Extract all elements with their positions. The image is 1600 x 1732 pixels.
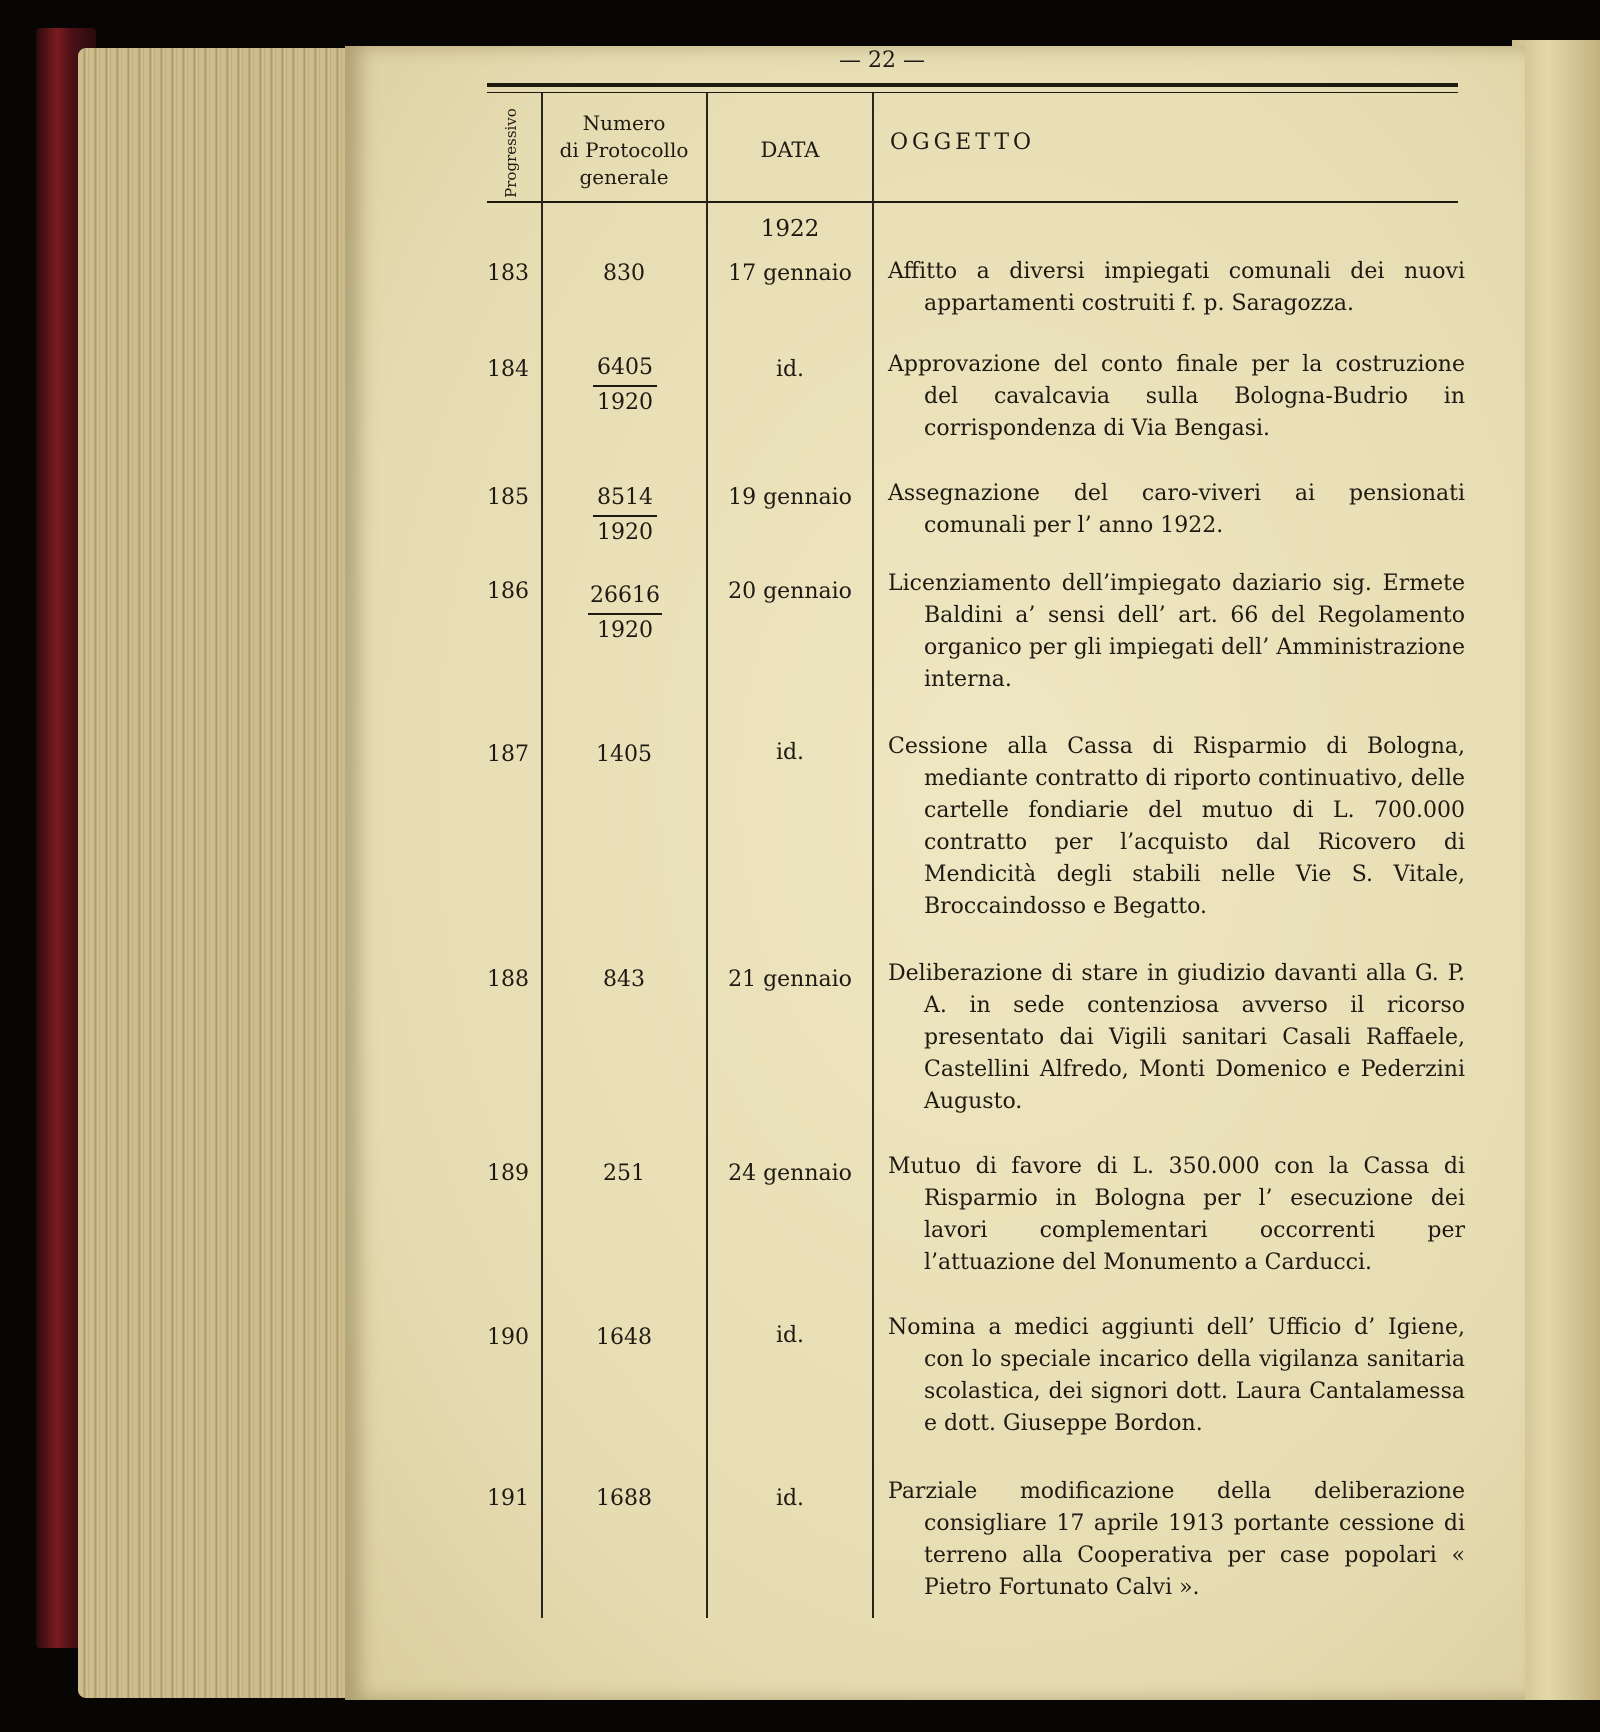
row-oggetto: Affitto a diversi impiegati comunali dei nuovi appartamenti costruiti f. p. Saragozza. bbox=[888, 259, 1465, 316]
header-progressivo: Progressivo bbox=[502, 107, 520, 198]
header-rule-top bbox=[487, 83, 1458, 87]
row-data: id. bbox=[775, 1486, 805, 1511]
row-prog: 183 bbox=[487, 261, 529, 286]
protocollo-number: 8514 bbox=[593, 482, 657, 517]
row-prog: 191 bbox=[487, 1486, 529, 1511]
row-protocollo: 843 bbox=[603, 967, 645, 992]
row-protocollo: 830 bbox=[603, 261, 645, 286]
protocollo-number: 26616 bbox=[588, 580, 662, 615]
row-data: 17 gennaio bbox=[728, 261, 852, 286]
row-data: id. bbox=[775, 357, 805, 382]
header-data: DATA bbox=[760, 138, 820, 162]
row-oggetto: Mutuo di favore di L. 350.000 con la Cassa di Risparmio in Bologna per l’ esecuzione dei lavori complementari occorrenti per l’attuazione del Monumento a Carducci. bbox=[888, 1154, 1465, 1275]
row-oggetto: Approvazione del conto finale per la costruzione del cavalcavia sulla Bologna-Budrio in corrispondenza di Via Bengasi. bbox=[888, 352, 1465, 441]
row-protocollo: 1648 bbox=[596, 1325, 652, 1350]
row-prog: 188 bbox=[487, 967, 529, 992]
row-oggetto: Parziale modificazione della deliberazione consigliare 17 aprile 1913 portante cessione di terreno alla Cooperativa per case popolari « Pietro Fortunato Calvi ». bbox=[888, 1479, 1465, 1600]
protocollo-year: 1920 bbox=[597, 618, 653, 643]
row-data: 21 gennaio bbox=[728, 967, 852, 992]
row-data: id. bbox=[775, 740, 805, 765]
row-prog: 186 bbox=[487, 579, 529, 604]
row-prog: 184 bbox=[487, 357, 529, 382]
row-data: 24 gennaio bbox=[728, 1161, 852, 1186]
column-divider bbox=[706, 93, 708, 1618]
row-oggetto: Nomina a medici aggiunti dell’ Ufficio d’ Igiene, con lo speciale incarico della vigilanza sanitaria scolastica, dei signori dott. Laura Cantalamessa e dott. Giuseppe Bordon. bbox=[888, 1315, 1465, 1436]
year-label: 1922 bbox=[760, 216, 820, 242]
row-prog: 187 bbox=[487, 742, 529, 767]
row-oggetto: Licenziamento dell’impiegato daziario sig. Ermete Baldini a’ sensi dell’ art. 66 del Regolamento organico per gli impiegati dell’ Amministrazione interna. bbox=[888, 571, 1465, 692]
page-number: — 22 — bbox=[839, 48, 925, 73]
protocollo-year: 1920 bbox=[597, 520, 653, 545]
header-protocollo: Numero di Protocollo generale bbox=[559, 111, 689, 189]
column-divider bbox=[541, 93, 543, 1618]
header-rule-thin bbox=[487, 92, 1458, 93]
row-protocollo-fraction bbox=[585, 482, 665, 549]
row-protocollo-fraction bbox=[580, 580, 670, 647]
row-prog: 190 bbox=[487, 1325, 529, 1350]
protocollo-number: 6405 bbox=[593, 352, 657, 387]
row-oggetto: Deliberazione di stare in giudizio davanti alla G. P. A. in sede contenziosa avverso il ricorso presentato dai Vigili sanitari Casali Raffaele, Castellini Alfredo, Monti Domenico e Pederzini Augusto. bbox=[888, 961, 1465, 1114]
row-protocollo: 1688 bbox=[596, 1486, 652, 1511]
column-divider bbox=[872, 93, 874, 1618]
row-prog: 185 bbox=[487, 485, 529, 510]
row-oggetto: Cessione alla Cassa di Risparmio di Bologna, mediante contratto di riporto continuativo, delle cartelle fondiarie del mutuo di L. 700.000 contratto per l’acquisto dal Ricovero di Mendicità degli stabili nelle Vie S. Vitale, Broccaindosso e Begatto. bbox=[888, 734, 1465, 919]
row-protocollo: 251 bbox=[603, 1161, 645, 1186]
row-data: id. bbox=[775, 1323, 805, 1348]
protocollo-year: 1920 bbox=[597, 390, 653, 415]
page-stack-left bbox=[78, 48, 368, 1698]
header-oggetto: OGGETTO bbox=[890, 130, 1036, 155]
row-protocollo: 1405 bbox=[596, 742, 652, 767]
row-protocollo-fraction bbox=[585, 352, 665, 419]
row-prog: 189 bbox=[487, 1161, 529, 1186]
header-rule-bottom bbox=[487, 201, 1458, 203]
row-data: 20 gennaio bbox=[728, 579, 852, 604]
row-oggetto: Assegnazione del caro-viveri ai pensionati comunali per l’ anno 1922. bbox=[888, 481, 1465, 538]
row-data: 19 gennaio bbox=[728, 485, 852, 510]
page-stack-right bbox=[1512, 40, 1600, 1700]
